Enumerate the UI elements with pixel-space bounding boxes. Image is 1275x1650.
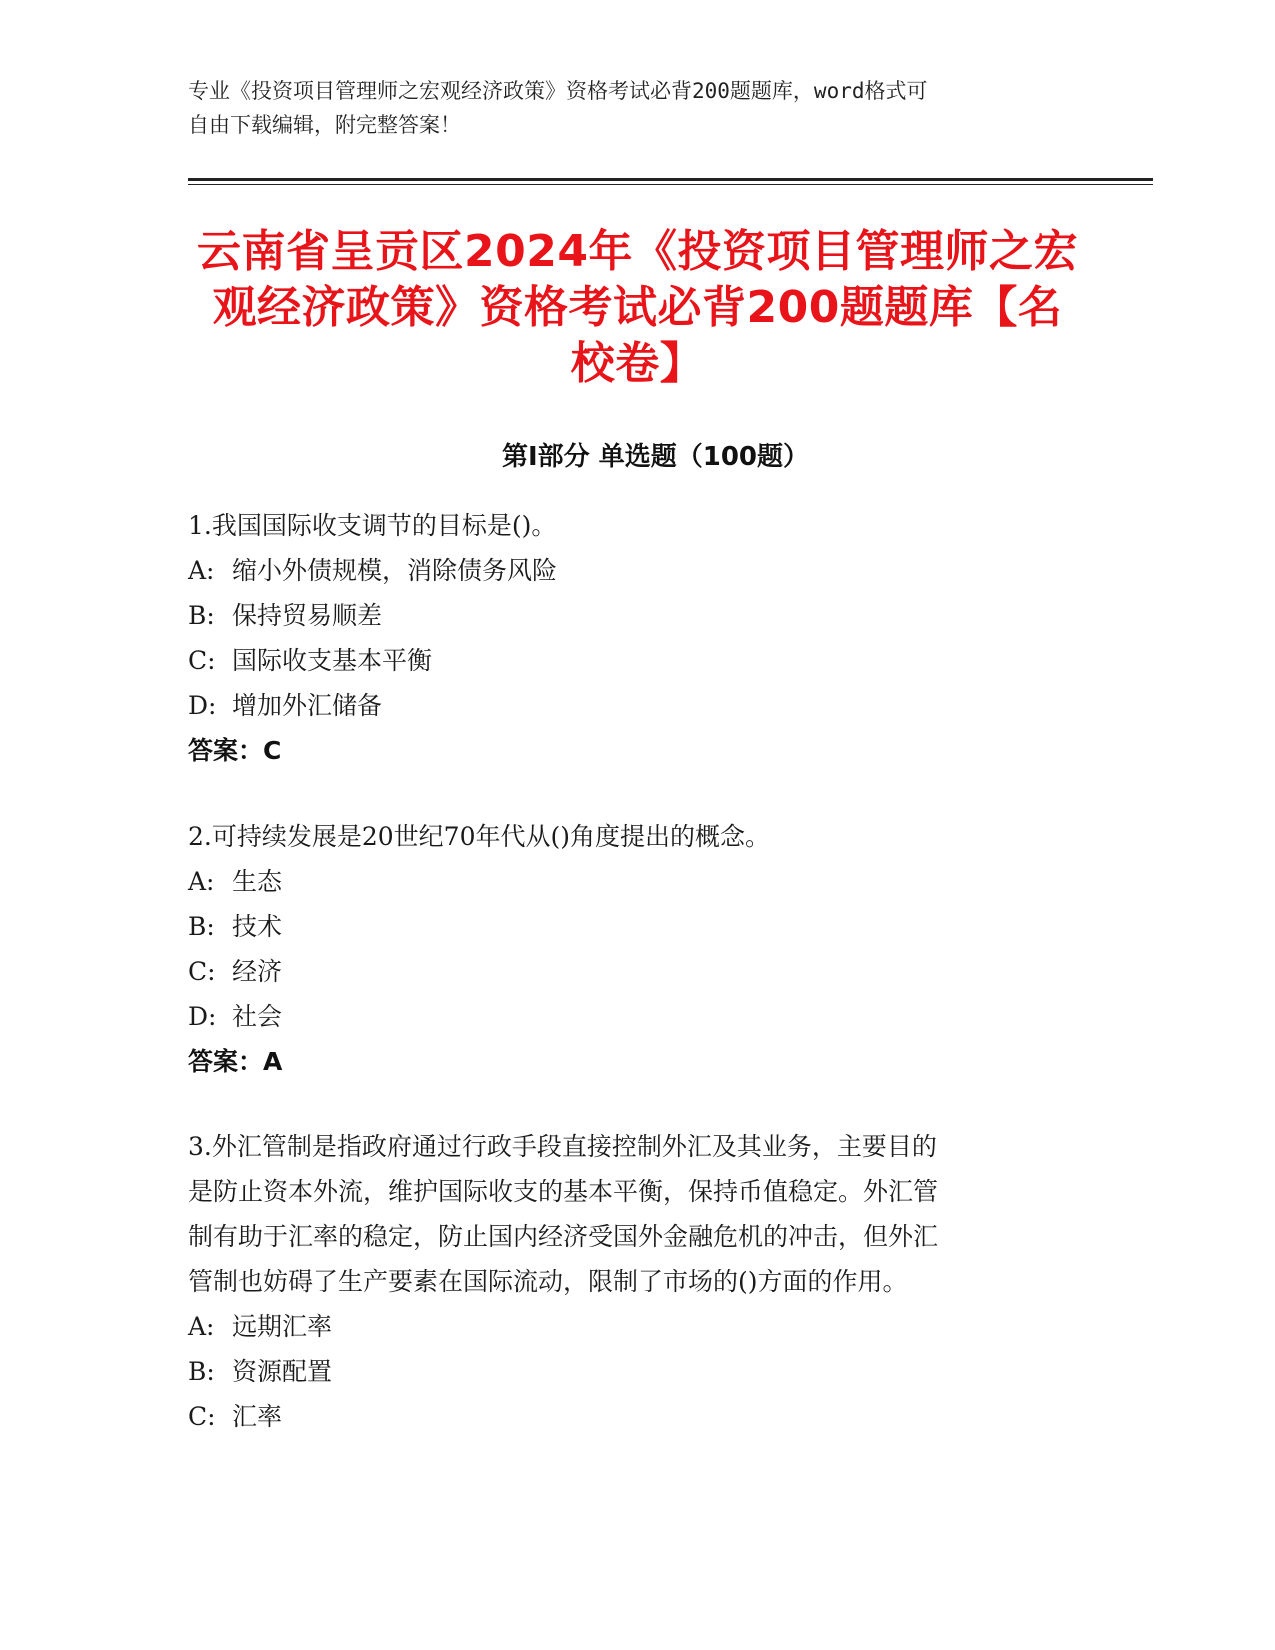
question-3 (188, 1124, 1068, 1439)
intro-text (188, 74, 1068, 142)
option-b (188, 904, 1068, 949)
question-stem-line-3: 制有助于汇率的稳定，防止国内经济受国外金融危机的冲击，但外汇 (188, 1222, 939, 1251)
option-a (188, 1304, 1068, 1349)
question-stem-line-1: 3.外汇管制是指政府通过行政手段直接控制外汇及其业务，主要目的 (188, 1132, 937, 1161)
header-divider-thin (188, 184, 1153, 185)
question-1 (188, 503, 1068, 773)
option-a (188, 859, 1068, 904)
option-text: 增加外汇储备 (232, 691, 383, 720)
option-key: A: (188, 556, 215, 585)
title-line-1: 云南省呈贡区2024年《投资项目管理师之宏 (197, 226, 1078, 277)
answer-line: 答案：C (188, 736, 282, 765)
title-line-2: 观经济政策》资格考试必背200题题库【名 (212, 282, 1063, 333)
option-text: 技术 (232, 912, 283, 941)
option-key: B: (188, 912, 215, 941)
question-stem-line-2: 是防止资本外流，维护国际收支的基本平衡，保持币值稳定。外汇管 (188, 1177, 939, 1206)
option-key: D: (188, 1002, 217, 1031)
option-key: A: (188, 1312, 215, 1341)
question-stem-line-4: 管制也妨碍了生产要素在国际流动，限制了市场的()方面的作用。 (188, 1267, 908, 1296)
option-d (188, 683, 1068, 728)
option-text: 国际收支基本平衡 (232, 646, 433, 675)
option-c (188, 1394, 1068, 1439)
answer-line: 答案：A (188, 1047, 283, 1076)
option-key: C: (188, 1402, 216, 1431)
document-title (170, 224, 1105, 392)
intro-line-2: 自由下载编辑，附完整答案！ (188, 113, 461, 137)
option-key: C: (188, 957, 216, 986)
option-key: A: (188, 867, 215, 896)
option-text: 汇率 (232, 1402, 283, 1431)
option-text: 社会 (232, 1002, 283, 1031)
option-text: 保持贸易顺差 (232, 601, 383, 630)
title-line-3: 校卷】 (570, 338, 705, 389)
option-key: B: (188, 1357, 215, 1386)
option-text: 资源配置 (232, 1357, 333, 1386)
option-text: 远期汇率 (232, 1312, 333, 1341)
option-b (188, 1349, 1068, 1394)
option-a (188, 548, 1068, 593)
question-stem: 2.可持续发展是20世纪70年代从()角度提出的概念。 (188, 822, 770, 851)
option-text: 生态 (232, 867, 283, 896)
option-c (188, 949, 1068, 994)
option-key: B: (188, 601, 215, 630)
option-key: C: (188, 646, 216, 675)
option-d (188, 994, 1068, 1039)
question-2 (188, 814, 1068, 1084)
option-c (188, 638, 1068, 683)
option-b (188, 593, 1068, 638)
intro-line-1: 专业《投资项目管理师之宏观经济政策》资格考试必背200题题库，word格式可 (188, 79, 928, 103)
question-stem: 1.我国国际收支调节的目标是()。 (188, 511, 557, 540)
option-text: 经济 (232, 957, 283, 986)
section-title: 第Ⅰ部分 单选题（100题） (502, 442, 809, 472)
option-text: 缩小外债规模，消除债务风险 (232, 556, 558, 585)
option-key: D: (188, 691, 217, 720)
header-divider-thick (188, 178, 1153, 181)
